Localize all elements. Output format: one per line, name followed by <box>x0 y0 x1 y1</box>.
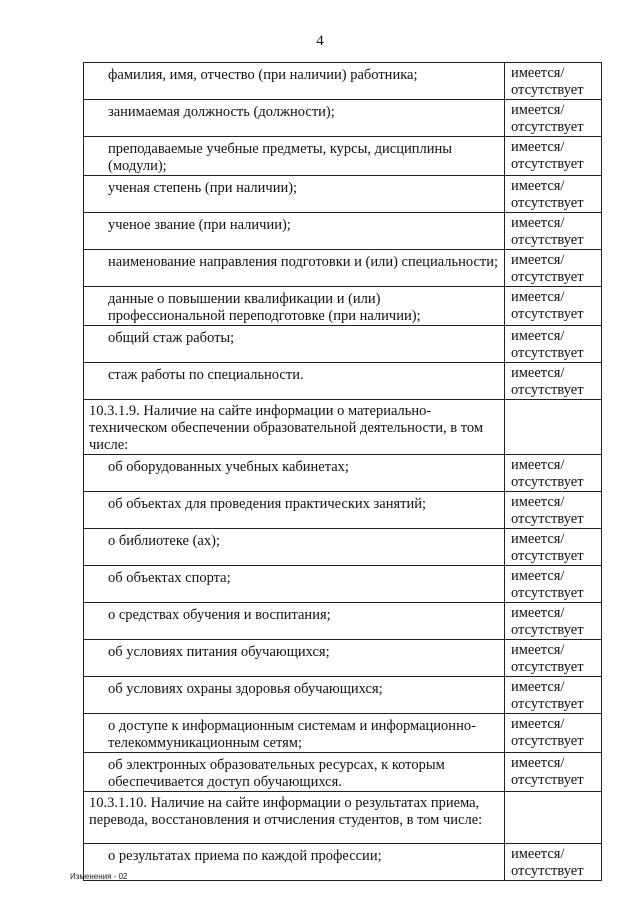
status-cell <box>505 640 602 677</box>
criterion-text: об оборудованных учебных кабинетах; <box>108 459 349 475</box>
criterion-cell <box>84 137 505 176</box>
status-option-present: имеется/ <box>511 605 565 621</box>
status-value <box>505 566 601 602</box>
criterion-cell <box>84 287 505 326</box>
footer-revision: Изменения - 02 <box>70 872 128 881</box>
status-cell <box>505 137 602 176</box>
status-cell <box>505 363 602 400</box>
section-row <box>84 400 602 455</box>
section-heading-text: 10.3.1.10. Наличие на сайте информации о результатах приема, перевода, восстановления и отчисления студентов, в том числе: <box>89 795 483 828</box>
criterion-cell <box>84 529 505 566</box>
criterion-text: об электронных образовательных ресурсах, к которым обеспечивается доступ обучающихся. <box>108 757 445 790</box>
status-option-absent: отсутствует <box>511 382 584 398</box>
status-option-present: имеется/ <box>511 457 565 473</box>
criterion-text: данные о повышении квалификации и (или) профессиональной переподготовке (при наличии); <box>108 291 421 324</box>
criterion-text: о библиотеке (ах); <box>108 533 220 549</box>
status-cell <box>505 529 602 566</box>
criterion-cell <box>84 455 505 492</box>
section-heading-text: 10.3.1.9. Наличие на сайте информации о материально-техническом обеспечении образовательной деятельности, в том числе: <box>89 403 484 453</box>
table-row <box>84 529 602 566</box>
status-cell <box>505 792 602 844</box>
table-row <box>84 100 602 137</box>
table-row <box>84 844 602 881</box>
status-option-absent: отсутствует <box>511 622 584 638</box>
status-option-absent: отсутствует <box>511 195 584 211</box>
status-cell <box>505 714 602 753</box>
status-value <box>505 640 601 676</box>
table-row <box>84 753 602 792</box>
criterion-text: ученая степень (при наличии); <box>108 180 298 196</box>
status-option-absent: отсутствует <box>511 232 584 248</box>
status-option-present: имеется/ <box>511 568 565 584</box>
status-option-present: имеется/ <box>511 679 565 695</box>
criterion-cell <box>84 714 505 753</box>
status-value <box>505 492 601 528</box>
criterion-text: об условиях питания обучающихся; <box>108 644 330 660</box>
table-row <box>84 137 602 176</box>
status-option-present: имеется/ <box>511 289 565 305</box>
status-option-present: имеется/ <box>511 215 565 231</box>
section-heading-cell <box>84 792 505 844</box>
status-cell <box>505 287 602 326</box>
status-option-absent: отсутствует <box>511 345 584 361</box>
criterion-text: наименование направления подготовки и (или) специальности; <box>108 254 499 270</box>
status-option-absent: отсутствует <box>511 548 584 564</box>
criterion-text: занимаемая должность (должности); <box>108 104 335 120</box>
criterion-text: фамилия, имя, отчество (при наличии) работника; <box>108 67 418 83</box>
criterion-text: об объектах для проведения практических занятий; <box>108 496 427 512</box>
table-row <box>84 176 602 213</box>
criterion-text: ученое звание (при наличии); <box>108 217 291 233</box>
status-option-absent: отсутствует <box>511 119 584 135</box>
status-cell <box>505 603 602 640</box>
criterion-cell <box>84 326 505 363</box>
status-value <box>505 455 601 491</box>
status-option-present: имеется/ <box>511 494 565 510</box>
table-row <box>84 63 602 100</box>
status-value <box>505 714 601 750</box>
status-cell <box>505 213 602 250</box>
table-row <box>84 326 602 363</box>
requirements-table <box>83 62 602 881</box>
table-row <box>84 213 602 250</box>
status-cell <box>505 326 602 363</box>
status-cell <box>505 63 602 100</box>
status-option-absent: отсутствует <box>511 82 584 98</box>
criterion-cell <box>84 100 505 137</box>
status-option-present: имеется/ <box>511 102 565 118</box>
status-option-present: имеется/ <box>511 65 565 81</box>
status-option-absent: отсутствует <box>511 659 584 675</box>
criterion-cell <box>84 363 505 400</box>
criterion-text: о средствах обучения и воспитания; <box>108 607 331 623</box>
status-option-present: имеется/ <box>511 365 565 381</box>
status-value <box>505 250 601 286</box>
criterion-cell <box>84 753 505 792</box>
criterion-text: общий стаж работы; <box>108 330 235 346</box>
criterion-cell <box>84 640 505 677</box>
status-option-absent: отсутствует <box>511 474 584 490</box>
status-option-absent: отсутствует <box>511 269 584 285</box>
status-value <box>505 603 601 639</box>
status-cell <box>505 455 602 492</box>
status-cell <box>505 176 602 213</box>
criterion-cell <box>84 677 505 714</box>
criterion-cell <box>84 492 505 529</box>
table-row <box>84 250 602 287</box>
status-cell <box>505 566 602 603</box>
status-option-absent: отсутствует <box>511 306 584 322</box>
criterion-text: об объектах спорта; <box>108 570 231 586</box>
status-option-present: имеется/ <box>511 328 565 344</box>
status-value <box>505 326 601 362</box>
criterion-text: преподаваемые учебные предметы, курсы, дисциплины (модули); <box>108 141 452 174</box>
status-cell <box>505 844 602 881</box>
status-option-absent: отсутствует <box>511 733 584 749</box>
table-row <box>84 492 602 529</box>
table-row <box>84 603 602 640</box>
status-value <box>505 63 601 99</box>
status-option-absent: отсутствует <box>511 156 584 172</box>
criterion-cell <box>84 844 505 881</box>
status-cell <box>505 250 602 287</box>
status-option-present: имеется/ <box>511 531 565 547</box>
table-row <box>84 363 602 400</box>
criterion-cell <box>84 603 505 640</box>
status-option-absent: отсутствует <box>511 863 584 879</box>
status-option-absent: отсутствует <box>511 511 584 527</box>
status-value <box>505 137 601 173</box>
status-option-absent: отсутствует <box>511 696 584 712</box>
status-option-present: имеется/ <box>511 139 565 155</box>
status-value <box>505 753 601 789</box>
criterion-text: об условиях охраны здоровья обучающихся; <box>108 681 383 697</box>
status-option-absent: отсутствует <box>511 585 584 601</box>
criterion-text: стаж работы по специальности. <box>108 367 304 383</box>
table-row <box>84 640 602 677</box>
page-number: 4 <box>316 33 324 49</box>
criterion-cell <box>84 213 505 250</box>
status-value <box>505 844 601 880</box>
table-row <box>84 677 602 714</box>
criterion-cell <box>84 63 505 100</box>
status-value <box>505 100 601 136</box>
criterion-text: о результатах приема по каждой профессии; <box>108 848 382 864</box>
status-option-present: имеется/ <box>511 178 565 194</box>
status-value <box>505 287 601 323</box>
status-value <box>505 363 601 399</box>
status-option-present: имеется/ <box>511 716 565 732</box>
table-row <box>84 714 602 753</box>
status-cell <box>505 753 602 792</box>
status-cell <box>505 400 602 455</box>
status-value <box>505 529 601 565</box>
criterion-cell <box>84 250 505 287</box>
section-heading-cell <box>84 400 505 455</box>
criterion-text: о доступе к информационным системам и информационно-телекоммуникационным сетям; <box>108 718 476 751</box>
status-cell <box>505 677 602 714</box>
status-value <box>505 213 601 249</box>
table-row <box>84 455 602 492</box>
status-value <box>505 677 601 713</box>
status-value <box>505 176 601 212</box>
status-option-absent: отсутствует <box>511 772 584 788</box>
status-cell <box>505 100 602 137</box>
status-option-present: имеется/ <box>511 846 565 862</box>
criterion-cell <box>84 176 505 213</box>
table-row <box>84 566 602 603</box>
status-option-present: имеется/ <box>511 252 565 268</box>
table-row <box>84 287 602 326</box>
status-option-present: имеется/ <box>511 642 565 658</box>
section-row <box>84 792 602 844</box>
criterion-cell <box>84 566 505 603</box>
status-cell <box>505 492 602 529</box>
status-option-present: имеется/ <box>511 755 565 771</box>
